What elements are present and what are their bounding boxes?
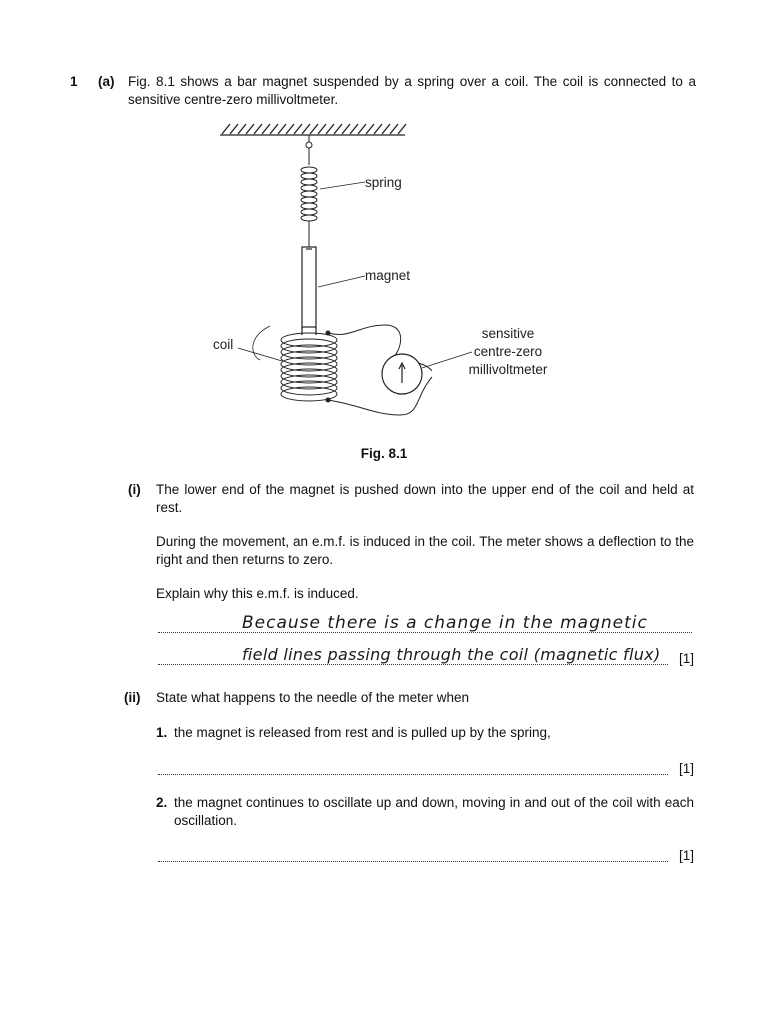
coil [281,333,337,401]
magnet-label: magnet [365,268,411,283]
meter-label-line1: sensitive [481,326,535,341]
subpart-ii-label: (ii) [124,690,141,705]
part-ii-prompt: State what happens to the needle of the meter when [156,690,469,705]
subpart-i-label: (i) [128,482,141,497]
mark-ii-2: [1] [678,848,694,863]
answer-line-2[interactable] [156,645,694,668]
millivoltmeter [382,354,422,394]
spring [301,135,317,247]
answer-line-item2[interactable] [156,845,694,865]
spring-label: spring [365,175,402,190]
item2-text: the magnet continues to oscillate up and down, moving in and out of the coil with each oscillation. [174,795,694,828]
question-number: 1 [70,74,78,89]
figure-caption: Fig. 8.1 [360,446,408,461]
answer-line-item1[interactable] [156,758,694,778]
item1-number: 1. [156,725,168,740]
handwritten-answer-1: Because there is a change in the magnetic [242,613,648,633]
mark-ii-1: [1] [678,761,694,776]
part-i-prompt: Explain why this e.m.f. is induced. [156,586,359,601]
coil-leader [238,348,282,361]
handwritten-answer-2: field lines passing through the coil (magnetic flux) [242,645,661,664]
item2-number: 2. [156,795,168,810]
ceiling-support [220,124,406,135]
spring-leader [320,182,365,189]
meter-leader [422,352,472,368]
part-i-para2: During the movement, an e.m.f. is induced in the coil. The meter shows a deflection to the right and then returns to zero. [156,534,694,567]
part-label: (a) [98,74,115,89]
figure-8-1-diagram [200,115,580,425]
magnet-leader [318,276,365,287]
answer-line-1[interactable] [156,613,694,636]
meter-label-line3: millivoltmeter [468,362,548,377]
bar-magnet [302,247,316,327]
mark-i: [1] [678,651,694,666]
part-i-para1: The lower end of the magnet is pushed down into the upper end of the coil and held at rest. [156,482,694,515]
item1-text: the magnet is released from rest and is pulled up by the spring, [174,725,551,740]
coil-label: coil [213,337,234,352]
question-intro: Fig. 8.1 shows a bar magnet suspended by a spring over a coil. The coil is connected to a sensitive centre-zero millivoltmeter. [128,74,696,107]
meter-label-line2: centre-zero [473,344,543,359]
